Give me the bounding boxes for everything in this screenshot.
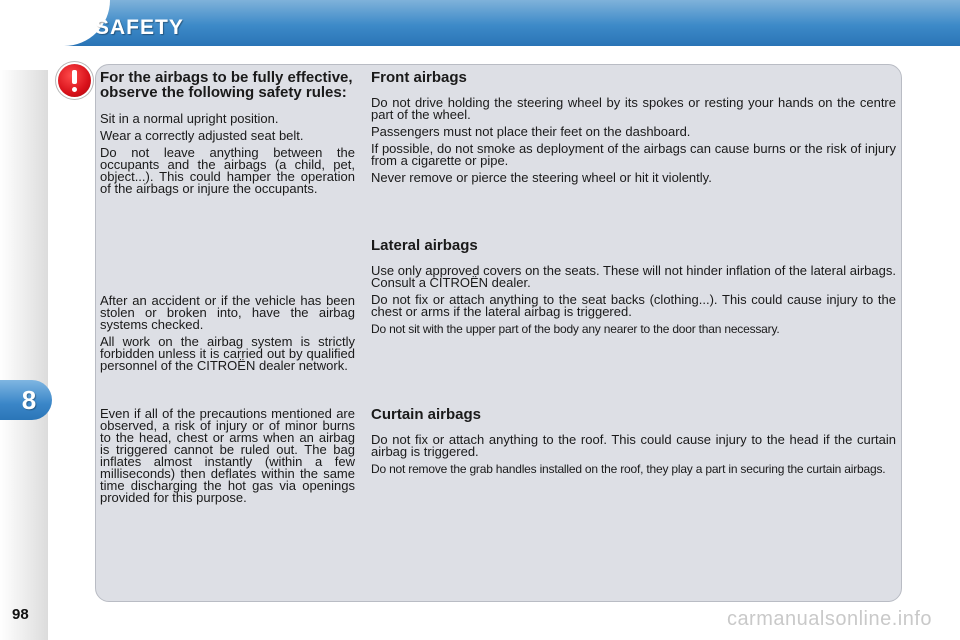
rule-paragraph: Even if all of the precautions mentioned are observed, a risk of injury or of minor burns to the head, chest or arms when an airbag is triggered cannot be ruled out. The bag inflates almost instantly (within a few milliseconds) then deflates within the same time discharging the hot gas via openings provided for this purpose.: [100, 406, 355, 505]
page-number: 98: [12, 606, 29, 623]
curtain-airbags-paragraph: Do not remove the grab handles installed on the roof, they play a part in securing the curtain airbags.: [371, 462, 886, 476]
front-airbags-paragraph: If possible, do not smoke as deployment of the airbags can cause burns or the risk of injury from a cigarette or pipe.: [371, 141, 896, 168]
rule-paragraph: Sit in a normal upright position.: [100, 111, 279, 126]
front-airbags-section: [371, 70, 896, 189]
rule-paragraph: All work on the airbag system is strictly forbidden unless it is carried out by qualified personnel of the CITROËN dealer network.: [100, 334, 355, 373]
rule-paragraph: Do not leave anything between the occupants and the airbags (a child, pet, object...). This could hamper the operation of the airbags or injure the occupants.: [100, 145, 355, 196]
warning-icon-bar: [72, 70, 77, 84]
warning-icon: [58, 64, 91, 97]
chapter-tab[interactable]: 8: [0, 380, 52, 420]
curtain-airbags-heading: Curtain airbags: [371, 406, 482, 423]
warning-icon-dot: [72, 87, 77, 92]
safety-rules-heading: For the airbags to be fully effective, observe the following safety rules:: [100, 69, 353, 101]
front-airbags-paragraph: Do not drive holding the steering wheel by its spokes or resting your hands on the centre part of the wheel.: [371, 95, 896, 122]
lateral-airbags-paragraph: Do not fix or attach anything to the seat backs (clothing...). This could cause injury to the chest or arms if the lateral airbag is triggered.: [371, 292, 896, 319]
front-airbags-paragraph: Passengers must not place their feet on the dashboard.: [371, 124, 691, 139]
page-title: SAFETY: [95, 16, 184, 39]
lateral-airbags-heading: Lateral airbags: [371, 237, 478, 254]
lateral-airbags-paragraph: Do not sit with the upper part of the body any nearer to the door than necessary.: [371, 322, 780, 336]
curtain-airbags-section: [371, 407, 896, 480]
rule-paragraph: After an accident or if the vehicle has been stolen or broken into, have the airbag systems checked.: [100, 293, 355, 332]
watermark: carmanualsonline.info: [726, 608, 932, 630]
curtain-airbags-paragraph: Do not fix or attach anything to the roof. This could cause injury to the head if the curtain airbag is triggered.: [371, 432, 896, 459]
left-column-block3: [100, 408, 355, 509]
left-column: [100, 70, 355, 200]
left-column-block2: [100, 295, 355, 377]
front-airbags-paragraph: Never remove or pierce the steering wheel or hit it violently.: [371, 170, 712, 185]
rule-paragraph: Wear a correctly adjusted seat belt.: [100, 128, 304, 143]
lateral-airbags-paragraph: Use only approved covers on the seats. These will not hinder inflation of the lateral airbags. Consult a CITROËN dealer.: [371, 263, 896, 290]
side-strip: [0, 70, 48, 640]
front-airbags-heading: Front airbags: [371, 69, 467, 86]
lateral-airbags-section: [371, 238, 896, 340]
